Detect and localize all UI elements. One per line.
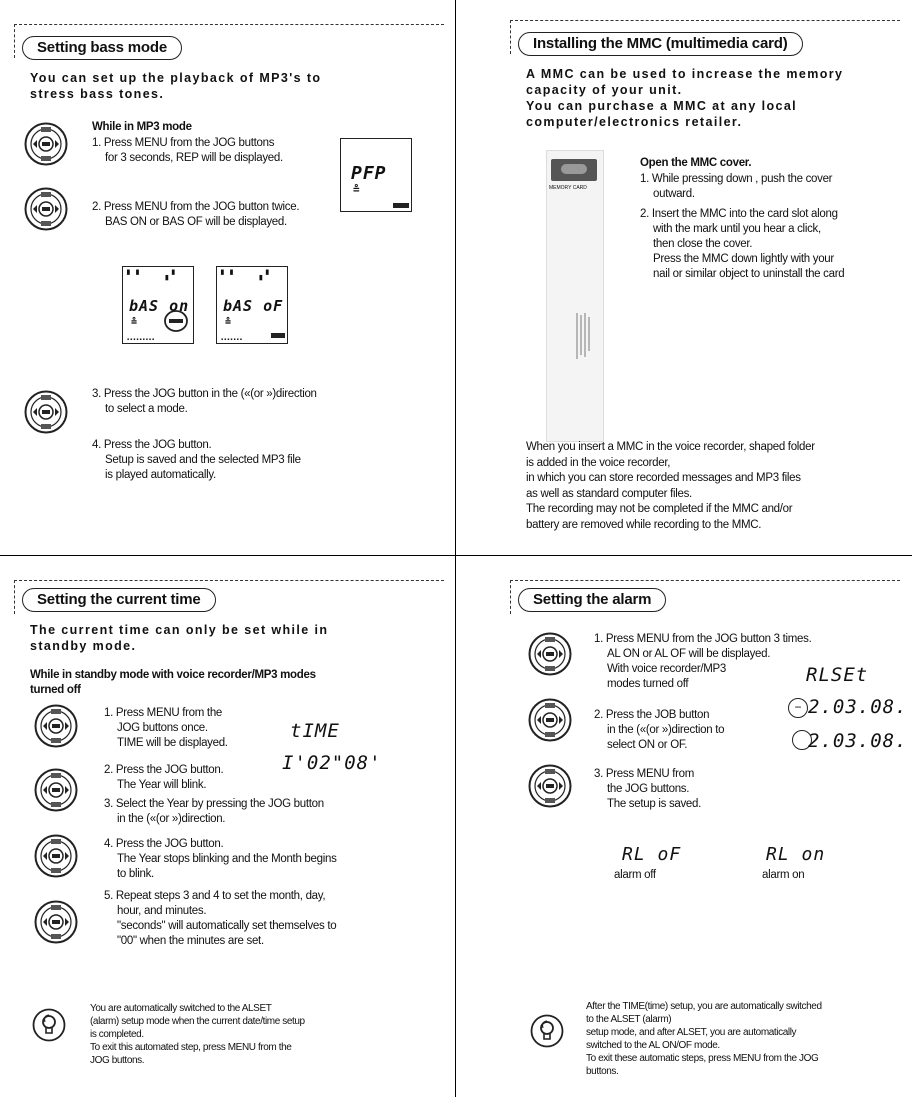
intro-line: A MMC can be used to increase the memory <box>526 67 844 81</box>
step-4 <box>92 438 301 483</box>
lcd-indicator-icon: ▘▝ ▖▘ <box>127 271 179 281</box>
step-line: 4. Press the JOG button. <box>92 439 212 451</box>
step-line: to select a mode. <box>105 403 188 415</box>
section-divider <box>510 20 900 21</box>
lcd-indicator-icon: ≗ <box>225 317 233 328</box>
jog-button-icon <box>34 768 78 812</box>
step-line: 1. While pressing down , push the cover <box>640 173 833 185</box>
step-line: BAS ON or BAS OF will be displayed. <box>105 216 287 228</box>
tip-text <box>586 1000 822 1078</box>
lcd-time-display: 2.03.08. <box>808 730 908 752</box>
minus-icon: − <box>788 698 808 718</box>
lcd-indicator-icon: ▘▝ ▖▘ <box>221 271 273 281</box>
step-3 <box>594 767 701 812</box>
jog-button-icon <box>528 632 572 676</box>
lcd-display-bas-on <box>122 266 194 344</box>
section-title: Installing the MMC (multimedia card) <box>518 32 803 56</box>
jog-button-icon <box>34 834 78 878</box>
step-line: outward. <box>653 188 695 200</box>
mmc-device-illustration <box>546 150 604 442</box>
lcd-time-display: 2.03.08. <box>808 696 908 718</box>
step-1 <box>92 136 283 166</box>
step-2 <box>92 200 299 230</box>
note-line: in which you can store recorded messages and MP3 files <box>526 472 801 484</box>
lcd-display-bas-of <box>216 266 288 344</box>
section-title: Setting the current time <box>22 588 216 612</box>
section-divider <box>510 580 511 614</box>
jog-button-icon <box>528 764 572 808</box>
step-line: for 3 seconds, REP will be displayed. <box>105 152 283 164</box>
tip-line: JOG buttons. <box>90 1055 145 1066</box>
mmc-card-icon <box>551 159 597 181</box>
section-divider <box>14 580 444 581</box>
note-line: is added in the voice recorder, <box>526 456 671 469</box>
device-label-text <box>575 311 593 361</box>
step-line: 3. Press the JOG button in the («(or »)direction <box>92 388 317 400</box>
tip-line: setup mode, and after ALSET, you are automatically <box>586 1027 797 1038</box>
heading-line: turned off <box>30 684 81 696</box>
jog-button-icon <box>24 187 68 231</box>
step-line: to blink. <box>117 868 154 880</box>
lcd-date-display: I'02"08' <box>282 752 382 774</box>
step-line: 1. Press MENU from the <box>104 707 223 719</box>
tip-lightbulb-icon <box>32 1008 66 1042</box>
section-divider <box>510 580 900 581</box>
lcd-text: bAS on <box>129 297 190 315</box>
step-line: JOG buttons once. <box>117 722 208 734</box>
step-line: modes turned off <box>607 678 689 690</box>
tip-line: To exit this automated step, press MENU from the <box>90 1042 292 1053</box>
section-divider <box>510 20 511 54</box>
step-line: AL ON or AL OF will be displayed. <box>607 648 771 660</box>
step-line: with the mark until you hear a click, <box>653 223 821 235</box>
step-line: 4. Press the JOG button. <box>104 838 224 850</box>
step-line: 2. Press MENU from the JOG button twice. <box>92 201 300 213</box>
step-1 <box>594 632 811 692</box>
step-line: in the («(or »)direction. <box>117 813 226 825</box>
lcd-alarm-on: RL on <box>766 844 826 865</box>
step-1 <box>104 706 228 751</box>
step-line: The Year stops blinking and the Month begins <box>117 853 337 865</box>
highlight-circle-icon <box>163 309 189 333</box>
intro-line: The current time can only be set while in <box>30 623 329 637</box>
lcd-display-rep <box>340 138 412 212</box>
note-line: battery are removed while recording to the MMC. <box>526 518 762 531</box>
step-line: 5. Repeat steps 3 and 4 to set the month, day, <box>104 890 326 902</box>
intro-line: standby mode. <box>30 639 137 653</box>
step-line: 2. Press the JOB button <box>594 709 710 721</box>
note-line: The recording may not be completed if the MMC and/or <box>526 503 793 515</box>
tip-text <box>90 1002 305 1067</box>
battery-icon <box>393 203 409 208</box>
step-line: select ON or OF. <box>607 739 688 751</box>
lcd-indicator-icon: ≗ <box>353 183 361 196</box>
section-title: Setting the alarm <box>518 588 666 612</box>
step-line: 2. Press the JOG button. <box>104 764 224 776</box>
step-line: The Year will blink. <box>117 779 207 791</box>
heading-line: While in standby mode with voice recorder/MP3 modes <box>30 669 316 681</box>
battery-icon <box>271 333 285 338</box>
lcd-text: PFP <box>351 163 387 184</box>
note-line: When you insert a MMC in the voice recorder, shaped folder <box>526 441 815 453</box>
mmc-note <box>526 440 815 533</box>
tip-lightbulb-icon <box>530 1014 564 1048</box>
step-line: 1. Press MENU from the JOG button 3 times. <box>594 633 812 645</box>
step-2 <box>594 708 724 753</box>
step-3 <box>104 797 324 827</box>
lcd-alset-label: RLSEt <box>806 664 869 686</box>
intro-text <box>526 66 843 130</box>
tip-line: is completed. <box>90 1029 144 1040</box>
step-line: is played automatically. <box>105 469 216 481</box>
step-line: With voice recorder/MP3 <box>607 663 726 675</box>
section-divider <box>14 24 444 25</box>
lcd-indicator-icon: ≗ <box>131 317 139 328</box>
step-1 <box>640 172 832 202</box>
step-5 <box>104 889 336 949</box>
step-line: The setup is saved. <box>607 798 702 810</box>
open-heading: Open the MMC cover. <box>640 157 752 169</box>
tip-line: switched to the AL ON/OF mode. <box>586 1040 720 1051</box>
step-line: the JOG buttons. <box>607 783 690 795</box>
step-line: in the («(or »)direction to <box>607 724 725 736</box>
step-line: TIME will be displayed. <box>117 737 228 749</box>
jog-button-icon <box>34 704 78 748</box>
lcd-dots: ▪▪▪▪▪▪▪▪▪ <box>127 337 156 343</box>
mode-heading <box>30 668 316 698</box>
step-3 <box>92 387 317 417</box>
lcd-dots: ▪▪▪▪▪▪▪ <box>221 337 243 343</box>
lcd-alarm-off: RL oF <box>622 844 682 865</box>
alarm-section <box>456 556 912 1097</box>
jog-button-icon <box>24 390 68 434</box>
bass-mode-section <box>0 0 456 556</box>
tip-line: to the ALSET (alarm) <box>586 1014 672 1025</box>
mode-heading: While in MP3 mode <box>92 121 192 133</box>
tip-line: buttons. <box>586 1066 619 1077</box>
intro-line: capacity of your unit. <box>526 83 683 97</box>
step-line: "seconds" will automatically set themselves to <box>117 920 337 932</box>
step-2 <box>640 207 844 282</box>
tip-line: You are automatically switched to the ALSET <box>90 1003 272 1014</box>
card-label: MEMORY CARD <box>549 185 587 191</box>
lcd-text: bAS oF <box>223 297 284 315</box>
step-line: then close the cover. <box>653 238 753 250</box>
step-line: 1. Press MENU from the JOG buttons <box>92 137 275 149</box>
step-line: Press the MMC down lightly with your <box>653 253 834 265</box>
tip-line: After the TIME(time) setup, you are automatically switched <box>586 1001 822 1012</box>
mmc-install-section <box>456 0 912 556</box>
tip-line: To exit these automatic steps, press MENU from the JOG <box>586 1053 819 1064</box>
step-line: 3. Select the Year by pressing the JOG button <box>104 798 324 810</box>
caption-alarm-on: alarm on <box>762 869 805 881</box>
step-4 <box>104 837 337 882</box>
jog-button-icon <box>528 698 572 742</box>
step-line: hour, and minutes. <box>117 905 207 917</box>
step-2 <box>104 763 223 793</box>
lcd-time-label: tIME <box>290 720 340 742</box>
intro-text <box>30 70 321 102</box>
step-line: 2. Insert the MMC into the card slot along <box>640 208 838 220</box>
step-line: nail or similar object to uninstall the card <box>653 268 845 280</box>
note-line: as well as standard computer files. <box>526 487 692 500</box>
jog-button-icon <box>34 900 78 944</box>
intro-line: You can set up the playback of MP3's to <box>30 71 322 85</box>
jog-button-icon <box>24 122 68 166</box>
section-divider <box>14 24 15 58</box>
section-divider <box>14 580 15 614</box>
current-time-section <box>0 556 456 1097</box>
caption-alarm-off: alarm off <box>614 869 656 881</box>
section-title: Setting bass mode <box>22 36 182 60</box>
intro-line: computer/electronics retailer. <box>526 115 743 129</box>
intro-line: You can purchase a MMC at any local <box>526 99 798 113</box>
intro-line: stress bass tones. <box>30 87 165 101</box>
step-line: "00" when the minutes are set. <box>117 935 264 947</box>
intro-text <box>30 622 328 654</box>
tip-line: (alarm) setup mode when the current date/time setup <box>90 1016 305 1027</box>
step-line: Setup is saved and the selected MP3 file <box>105 454 301 466</box>
step-line: 3. Press MENU from <box>594 768 695 780</box>
